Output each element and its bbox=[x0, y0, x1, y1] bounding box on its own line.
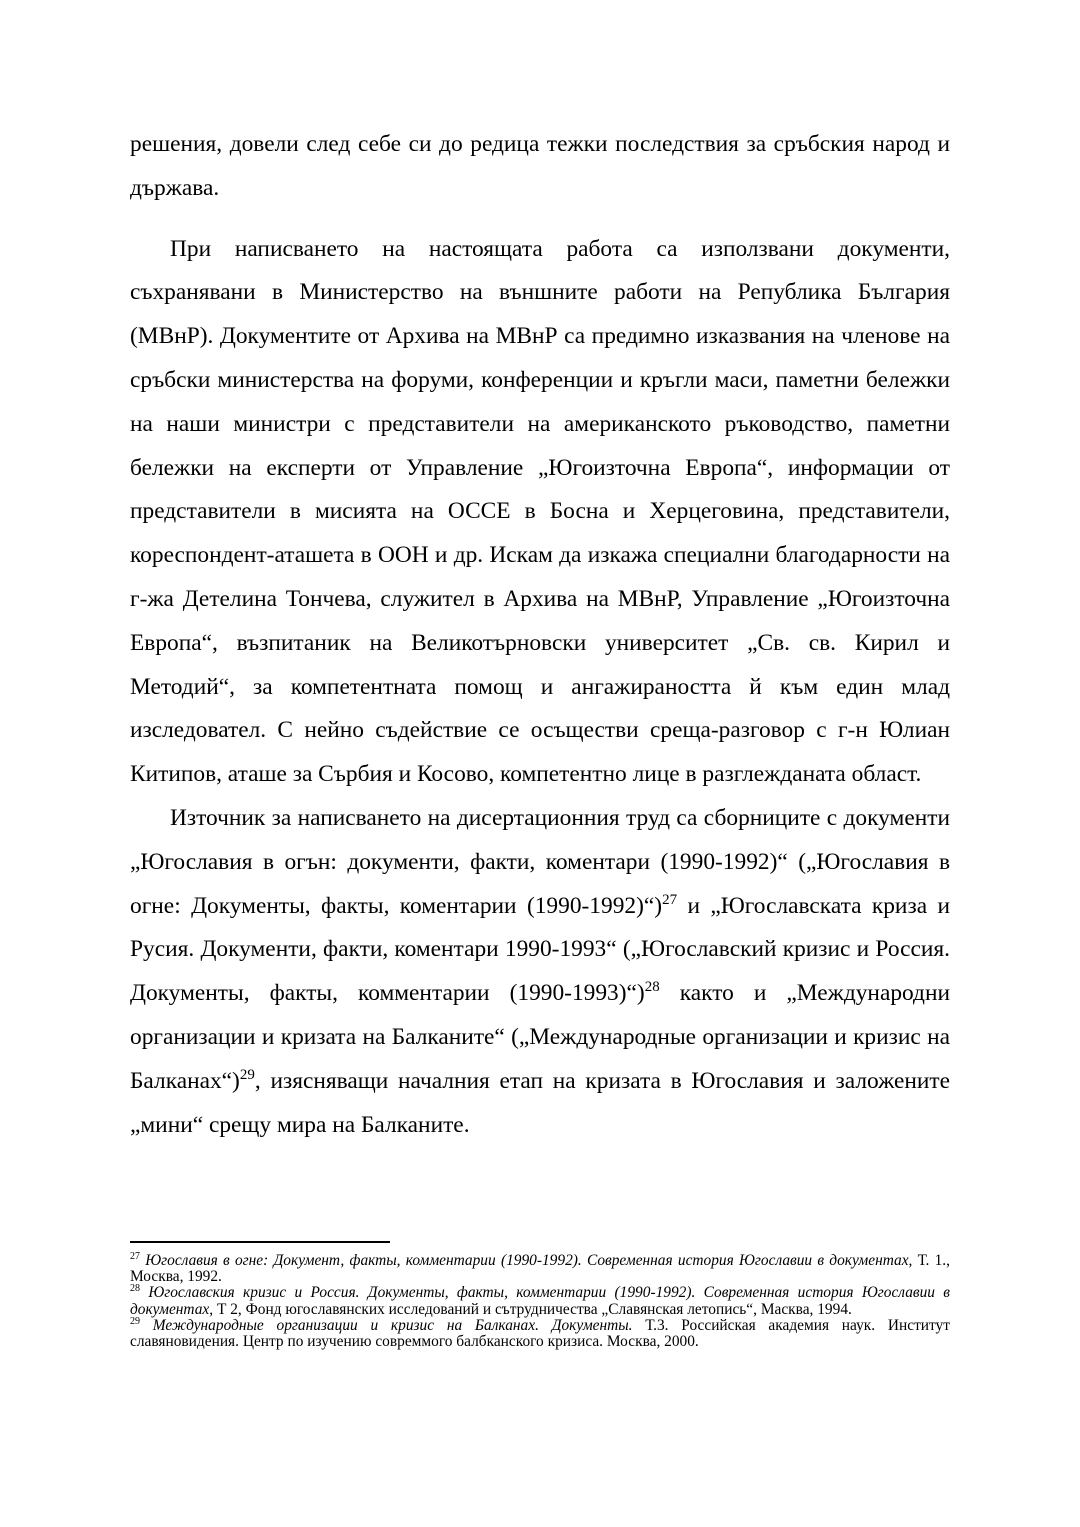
footnote bbox=[130, 1315, 950, 1351]
text-run: Т. 1., Москва, 1992. bbox=[130, 1252, 950, 1286]
text-run: както и „Международни организации и кризата на Балканите“ („Международные организации и кризис на Балканах“) bbox=[130, 980, 950, 1094]
text-run: решения, довели след себе си до редица тежки последствия за сръбския народ и държава. bbox=[130, 131, 950, 201]
paragraph bbox=[130, 123, 950, 211]
text-run: , изясняващи началния етап на кризата в Югославия и заложените „мини“ срещу мира на Балканите. bbox=[130, 1067, 950, 1138]
text-run: , Т 2, Фонд югославянских исследований и сътрудничества „Славянская летопись“, Масква, 1994. bbox=[209, 1300, 852, 1318]
footnotes bbox=[130, 1250, 950, 1351]
footnote-number: 28 bbox=[130, 1283, 140, 1295]
italic-citation: Югославия в огне: Документ, факты, комментарии (1990-1992). Современная история Югославии в документах, bbox=[145, 1252, 913, 1269]
text-run: Т.3. Российская академия наук. Институт славяновидения. Центр по изучению совреммого балбканского кризиса. Москва, 2000. bbox=[130, 1316, 950, 1351]
footnote-number: 29 bbox=[130, 1315, 140, 1327]
italic-citation: Международные организации и кризис на Балканах. Документы. bbox=[152, 1316, 633, 1334]
paragraph bbox=[130, 797, 950, 1147]
footnote-number: 27 bbox=[130, 1250, 140, 1262]
text-run: и „Югославската криза и Русия. Документи, факти, коментари 1990-1993“ („Югославский кризис и Россия. Документы, факты, комментарии (1990-1993)“) bbox=[130, 892, 950, 1007]
text-run: При написването на настоящата работа са използвани документи, съхранявани в Министерство на външните работи на Република България (МВнР). Документите от Архива на МВнР са предимно изказвания на членове на сръбски министерства на форуми, конференции и кръгли маси, паметни бележки на наши министри с представители на американското ръководство, паметни бележки на експерти от Управление „Югоизточна Европа“, информации от представители в мисията на ОССЕ в Босна и Херцеговина, представители, кореспондент-аташета в ООН и др. Искам да изкажа специални благодарности на г-жа Детелина Тончева, служител в Архива на МВнР, Управление „Югоизточна Европа“, възпитаник на Великотърновски университет „Св. св. Кирил и Методий“, за компетентната помощ и ангажираността й към един млад изследовател. С нейно съдействие се осъществи среща-разговор с г-н Юлиан Китипов, аташе за Сърбия и Косово, компетентно лице в разглежданата област. bbox=[130, 235, 950, 788]
body-text bbox=[130, 123, 950, 1147]
footnote-reference: 28 bbox=[644, 979, 660, 996]
paragraph bbox=[130, 228, 950, 797]
footnote-reference: 29 bbox=[239, 1066, 255, 1083]
footnote bbox=[130, 1250, 950, 1286]
italic-citation: Югославския кризис и Россия. Документы, факты, комментарии (1990-1992). Современная история Югославии в документах bbox=[130, 1284, 950, 1318]
text-run: Източник за написването на дисертационния труд са сборниците с документи „Югославия в огън: документи, факти, коментари (1990-1992)“ („Югославия в огне: Документы, факты, коментарии (1990-1992)“) bbox=[130, 804, 950, 919]
footnote bbox=[130, 1285, 950, 1317]
footnote-reference: 27 bbox=[662, 891, 678, 908]
footnote-separator bbox=[130, 1241, 390, 1243]
